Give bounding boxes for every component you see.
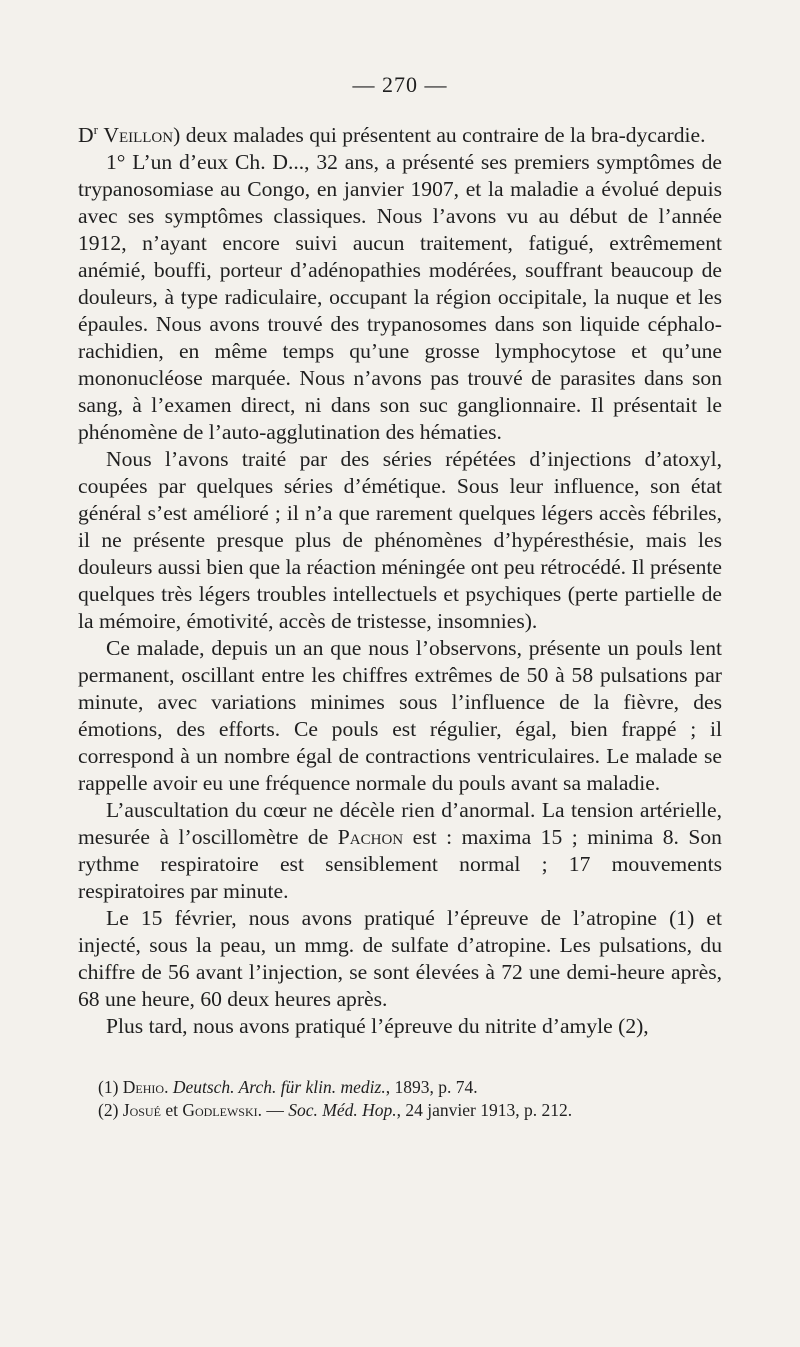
paragraph-1: [78, 116, 722, 149]
footnote-2-separator: . —: [257, 1100, 289, 1121]
footnote-1-author: Dehio: [122, 1077, 165, 1098]
footnote-1-separator: .: [164, 1077, 173, 1098]
paragraph-3: Nous l’avons traité par des séries répétées d’injections d’atoxyl, coupées par quelques séries d’émétique. Sous leur influence, son état général s’est amélioré ; il n’a que rarement quelques légers accès fébriles, il ne présente presque plus de phénomènes d’hypéresthésie, mais les douleurs aussi bien que la réaction méningée ont peu rétrocédé. Il présente quelques très légers troubles intellectuels et psychiques (perte partielle de la mémoire, émotivité, accès de tristesse, insomnies).: [78, 447, 722, 634]
footnote-2-and: et: [160, 1100, 183, 1121]
footnote-2-number: (2): [98, 1100, 119, 1121]
paragraph-5-text-b: est : maxima 15 ; minima 8. Son rythme respiratoire est sensiblement normal ; 17 mouvements respiratoires par minute.: [78, 825, 722, 904]
author-name-pachon: Pachon: [337, 825, 404, 850]
paragraph-1-text: ) deux malades qui présentent au contraire de la bra-dycardie.: [173, 123, 706, 148]
footnote-2-author-1: Josué: [122, 1100, 161, 1121]
footnote-1-title: Deutsch. Arch. für klin. mediz.: [172, 1077, 386, 1098]
paragraph-6: Le 15 février, nous avons pratiqué l’épreuve de l’atropine (1) et injecté, sous la peau, un mmg. de sulfate d’atropine. Les pulsations, du chiffre de 56 avant l’injection, se sont élevées à 72 une demi-heure après, 68 une heure, 60 deux heures après.: [78, 906, 722, 1012]
paragraph-2: 1° L’un d’eux Ch. D..., 32 ans, a présenté ses premiers symptômes de trypanosomiase au Congo, en janvier 1907, et la maladie a évolué depuis avec ses symptômes classiques. Nous l’avons vu au début de l’année 1912, n’ayant encore suivi aucun traitement, fatigué, extrêmement anémié, bouffi, porteur d’adénopathies modérées, souffrant beaucoup de douleurs, à type radiculaire, occupant la région occipitale, la nuque et les épaules. Nous avons trouvé des trypanosomes dans son liquide céphalo-rachidien, en même temps qu’une grosse lymphocytose et qu’une mononucléose marquée. Nous n’avons pas trouvé de parasites dans son sang, à l’examen direct, ni dans son suc ganglionnaire. Il présentait le phénomène de l’auto-agglutination des hématies.: [78, 150, 722, 445]
body-text: [78, 116, 722, 1040]
footnote-1: [78, 1076, 722, 1099]
footnote-2: [78, 1099, 722, 1122]
footnote-1-rest: , 1893, p. 74.: [385, 1077, 478, 1098]
author-name-veillon: Veillon: [103, 123, 174, 148]
doctor-abbrev: D: [78, 123, 94, 148]
footnote-2-title: Soc. Méd. Hop.: [288, 1100, 397, 1121]
paragraph-5-text-a: L’auscultation du cœur ne décèle rien d’anormal. La tension artérielle, mesurée à l’oscillomètre de: [78, 798, 722, 850]
paragraph-7: Plus tard, nous avons pratiqué l’épreuve du nitrite d’amyle (2),: [106, 1014, 649, 1039]
footnote-1-number: (1): [98, 1077, 119, 1098]
paragraph-4: Ce malade, depuis un an que nous l’observons, présente un pouls lent permanent, oscillant entre les chiffres extrêmes de 50 à 58 pulsations par minute, avec variations minimes sous l’influence de la fièvre, des émotions, des efforts. Ce pouls est régulier, égal, bien frappé ; il correspond à un nombre égal de contractions ventriculaires. Le malade se rappelle avoir eu une fréquence normale du pouls avant sa maladie.: [78, 636, 722, 796]
paragraph-5: [78, 797, 722, 905]
footnotes: [78, 1076, 722, 1122]
footnote-2-author-2: Godlewski: [182, 1100, 258, 1121]
footnote-2-rest: , 24 janvier 1913, p. 212.: [396, 1100, 573, 1121]
page-number: — 270 —: [352, 72, 448, 97]
doctor-abbrev-sup: r: [93, 122, 98, 137]
